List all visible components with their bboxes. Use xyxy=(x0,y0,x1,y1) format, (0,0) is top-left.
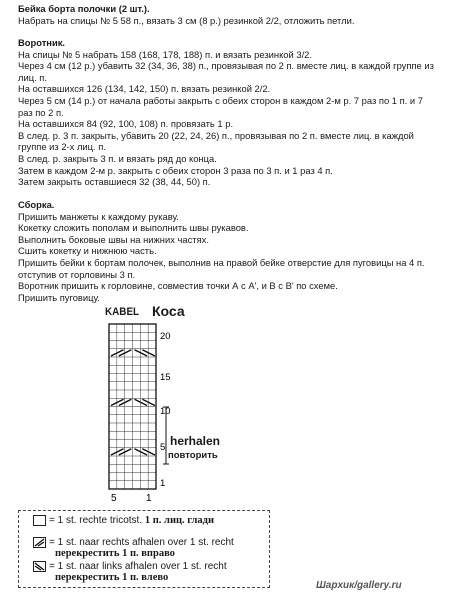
legend-text-ru: перекрестить 1 п. вправо xyxy=(55,548,175,559)
row-label: 20 xyxy=(160,331,171,342)
section-line: Через 4 см (12 р.) убавить 32 (34, 36, 38) п., провязывая по 2 п. вместе лиц. в каждой группе из xyxy=(18,60,434,72)
section-line: Набрать на спицы № 5 58 п., вязать 3 см (8 р.) резинкой 2/2, отложить петли. xyxy=(18,14,355,26)
row-label: 1 xyxy=(160,478,166,489)
section-line: На спицы № 5 набрать 158 (168, 178, 188) п. и вязать резинкой 3/2. xyxy=(18,48,312,60)
section-heading: Сборка. xyxy=(18,199,55,210)
cross-left-icon xyxy=(33,561,46,572)
section-front-band xyxy=(18,3,443,26)
stitch-grid xyxy=(0,300,459,510)
legend-row-knit xyxy=(33,515,214,526)
watermark: Шарxик/gallery.ru xyxy=(316,580,402,591)
knit-stitch-icon xyxy=(33,515,46,526)
section-line: На оставшихся 84 (92, 100, 108) п. провязать 1 р. xyxy=(18,118,234,130)
section-line: группе из 2-х лиц. п. xyxy=(18,141,106,153)
section-heading: Бейка борта полочки (2 шт.). xyxy=(18,3,150,14)
section-line: Кокетку сложить пополам и выполнить швы рукавов. xyxy=(18,222,249,234)
legend xyxy=(18,510,270,588)
section-line: Затем закрыть оставшиеся 32 (38, 44, 50) п. xyxy=(18,176,211,188)
legend-text-en: = 1 st. rechte tricotst. xyxy=(49,515,143,527)
repeat-label-ru: повторить xyxy=(168,450,218,461)
legend-text-en: = 1 st. naar links afhalen over 1 st. recht xyxy=(49,561,227,573)
section-line: Выполнить боковые швы на нижних частях. xyxy=(18,233,209,245)
repeat-label-en: herhalen xyxy=(170,434,221,448)
section-line: лиц. п. xyxy=(18,71,47,83)
section-line: В след. р. закрыть 3 п. и вязать ряд до конца. xyxy=(18,152,217,164)
col-label: 5 xyxy=(111,493,117,504)
section-line: отступив от горловины 3 п. xyxy=(18,268,136,280)
cross-right-icon xyxy=(33,537,46,548)
legend-row-cross-left xyxy=(33,561,227,572)
section-line: Затем в каждом 2-м р. закрыть с обеих сторон 3 раза по 3 п. и 1 раз 4 п. xyxy=(18,164,333,176)
section-line: Пришить пуговицу. xyxy=(18,291,100,303)
section-line: Через 5 см (14 р.) от начала работы закрыть с обеих сторон в каждом 2-м р. 7 раз по 1 п. и 7 xyxy=(18,94,423,106)
row-label: 15 xyxy=(160,372,171,383)
chart-title-en: KABEL xyxy=(105,306,140,318)
section-heading: Воротник. xyxy=(18,37,66,48)
section-line: В след. р. 3 п. закрыть, убавить 20 (22, 24, 26) п., провязывая по 2 п. вместе лиц. в каждой xyxy=(18,129,414,141)
section-line: Сшить кокетку и нижнюю часть. xyxy=(18,245,157,257)
legend-text-en: = 1 st. naar rechts afhalen over 1 st. recht xyxy=(49,537,234,549)
section-line: раз по 2 п. xyxy=(18,106,64,118)
section-collar xyxy=(18,37,443,188)
section-line: Пришить манжеты к каждому рукаву. xyxy=(18,210,179,222)
cable-chart-area xyxy=(0,300,459,600)
col-label: 1 xyxy=(146,493,152,504)
section-line: Пришить бейки к бортам полочек, выполнив на правой бейке отверстие для пуговицы на 4 п. xyxy=(18,256,425,268)
row-label: 5 xyxy=(160,442,166,453)
row-label: 10 xyxy=(160,406,171,417)
legend-text-ru: перекрестить 1 п. влево xyxy=(55,572,169,583)
section-line: Воротник пришить к горловине, совместив точки А с А', и В с В' по схеме. xyxy=(18,280,338,292)
section-line: На оставшихся 126 (134, 142, 150) п. вязать резинкой 2/2. xyxy=(18,83,271,95)
chart-title-ru: Коса xyxy=(152,303,185,319)
section-assembly xyxy=(18,199,443,303)
legend-row-cross-right xyxy=(33,537,234,548)
grid-cells xyxy=(109,324,156,489)
legend-text-ru: 1 п. лиц. глади xyxy=(144,515,215,527)
